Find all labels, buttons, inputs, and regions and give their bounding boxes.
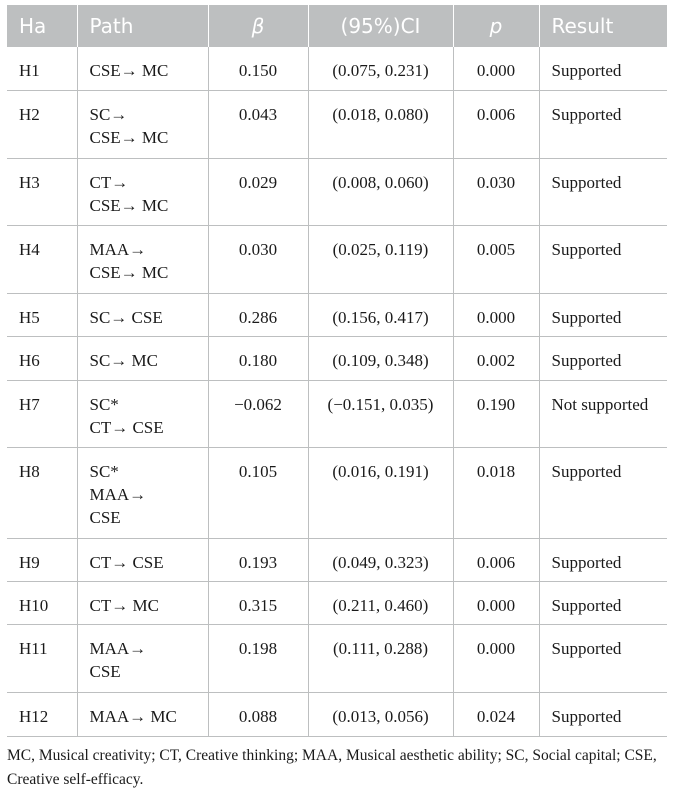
path-line: CT→ xyxy=(89,172,129,192)
cell-path xyxy=(77,624,208,692)
table-footnote: MC, Musical creativity; CT, Creative thinking; MAA, Musical aesthetic ability; SC, Social capital; CSE, Creative self-efficacy. xyxy=(7,747,657,788)
cell-result: Supported xyxy=(539,293,667,336)
cell-p: 0.000 xyxy=(453,624,539,692)
hypothesis-results-table xyxy=(7,5,667,737)
path-line: SC* xyxy=(89,461,119,481)
path-line: MAA→ xyxy=(89,239,147,259)
cell-p: 0.018 xyxy=(453,447,539,538)
table-row xyxy=(7,336,667,380)
path-line: SC→ xyxy=(89,104,128,124)
cell-beta: 0.193 xyxy=(208,538,308,581)
cell-result: Supported xyxy=(539,447,667,538)
path-line: CSE→ MC xyxy=(89,127,169,147)
cell-ha: H12 xyxy=(7,692,77,736)
cell-result: Supported xyxy=(539,225,667,293)
cell-ha: H5 xyxy=(7,293,77,336)
cell-beta: 0.315 xyxy=(208,581,308,624)
table-row xyxy=(7,90,667,158)
cell-path xyxy=(77,692,208,736)
path-line: SC→ CSE xyxy=(89,307,163,327)
cell-p: 0.006 xyxy=(453,538,539,581)
table-row xyxy=(7,538,667,581)
table-row xyxy=(7,581,667,624)
cell-ha: H10 xyxy=(7,581,77,624)
cell-result: Supported xyxy=(539,47,667,90)
cell-ha: H6 xyxy=(7,336,77,380)
cell-beta: −0.062 xyxy=(208,380,308,447)
cell-p: 0.002 xyxy=(453,336,539,380)
path-line: MAA→ xyxy=(89,638,147,658)
cell-result: Not supported xyxy=(539,380,667,447)
cell-ci: (0.211, 0.460) xyxy=(308,581,453,624)
path-line: CSE xyxy=(89,661,121,681)
header-beta: β xyxy=(208,5,308,47)
header-result: Result xyxy=(539,5,667,47)
cell-beta: 0.150 xyxy=(208,47,308,90)
cell-ci: (0.156, 0.417) xyxy=(308,293,453,336)
header-ha: Ha xyxy=(7,5,77,47)
cell-ha: H1 xyxy=(7,47,77,90)
path-line: CSE→ MC xyxy=(89,195,169,215)
cell-ha: H2 xyxy=(7,90,77,158)
cell-ci: (0.018, 0.080) xyxy=(308,90,453,158)
cell-ha: H4 xyxy=(7,225,77,293)
header-path: Path xyxy=(77,5,208,47)
cell-beta: 0.198 xyxy=(208,624,308,692)
cell-p: 0.000 xyxy=(453,293,539,336)
path-line: CT→ CSE xyxy=(89,552,164,572)
table-header-row xyxy=(7,5,667,47)
cell-result: Supported xyxy=(539,158,667,225)
path-line: CT→ MC xyxy=(89,595,159,615)
cell-beta: 0.043 xyxy=(208,90,308,158)
cell-p: 0.190 xyxy=(453,380,539,447)
cell-path xyxy=(77,538,208,581)
cell-p: 0.005 xyxy=(453,225,539,293)
cell-ci: (0.049, 0.323) xyxy=(308,538,453,581)
cell-result: Supported xyxy=(539,692,667,736)
cell-result: Supported xyxy=(539,538,667,581)
cell-result: Supported xyxy=(539,581,667,624)
cell-ci: (0.013, 0.056) xyxy=(308,692,453,736)
cell-beta: 0.030 xyxy=(208,225,308,293)
results-table-container xyxy=(7,5,667,737)
cell-p: 0.024 xyxy=(453,692,539,736)
cell-path xyxy=(77,293,208,336)
table-row xyxy=(7,47,667,90)
cell-p: 0.006 xyxy=(453,90,539,158)
cell-ci: (0.075, 0.231) xyxy=(308,47,453,90)
path-line: CT→ CSE xyxy=(89,417,164,437)
cell-beta: 0.286 xyxy=(208,293,308,336)
cell-beta: 0.088 xyxy=(208,692,308,736)
path-line: MAA→ MC xyxy=(89,706,177,726)
table-row xyxy=(7,624,667,692)
cell-p: 0.000 xyxy=(453,47,539,90)
cell-ci: (−0.151, 0.035) xyxy=(308,380,453,447)
cell-beta: 0.105 xyxy=(208,447,308,538)
cell-ci: (0.111, 0.288) xyxy=(308,624,453,692)
cell-p: 0.030 xyxy=(453,158,539,225)
header-p: p xyxy=(453,5,539,47)
path-line: CSE→ MC xyxy=(89,61,169,80)
cell-path xyxy=(77,336,208,380)
cell-path xyxy=(77,90,208,158)
table-row xyxy=(7,380,667,447)
cell-path xyxy=(77,447,208,538)
table-row xyxy=(7,225,667,293)
cell-ha: H11 xyxy=(7,624,77,692)
cell-beta: 0.029 xyxy=(208,158,308,225)
cell-ha: H9 xyxy=(7,538,77,581)
cell-path xyxy=(77,158,208,225)
cell-path xyxy=(77,225,208,293)
cell-ha: H7 xyxy=(7,380,77,447)
table-row xyxy=(7,293,667,336)
path-line: SC* xyxy=(89,394,119,414)
cell-result: Supported xyxy=(539,624,667,692)
cell-result: Supported xyxy=(539,336,667,380)
header-ci: (95%)CI xyxy=(308,5,453,47)
cell-ha: H8 xyxy=(7,447,77,538)
cell-path xyxy=(77,380,208,447)
cell-ci: (0.016, 0.191) xyxy=(308,447,453,538)
path-line: MAA→ xyxy=(89,484,147,504)
cell-ci: (0.008, 0.060) xyxy=(308,158,453,225)
cell-ci: (0.109, 0.348) xyxy=(308,336,453,380)
cell-path xyxy=(77,47,208,90)
table-row xyxy=(7,447,667,538)
cell-beta: 0.180 xyxy=(208,336,308,380)
path-line: SC→ MC xyxy=(89,350,158,370)
cell-ha: H3 xyxy=(7,158,77,225)
cell-ci: (0.025, 0.119) xyxy=(308,225,453,293)
table-row xyxy=(7,692,667,736)
cell-p: 0.000 xyxy=(453,581,539,624)
cell-path xyxy=(77,581,208,624)
cell-result: Supported xyxy=(539,90,667,158)
path-line: CSE→ MC xyxy=(89,262,169,282)
table-row xyxy=(7,158,667,225)
path-line: CSE xyxy=(89,507,121,527)
